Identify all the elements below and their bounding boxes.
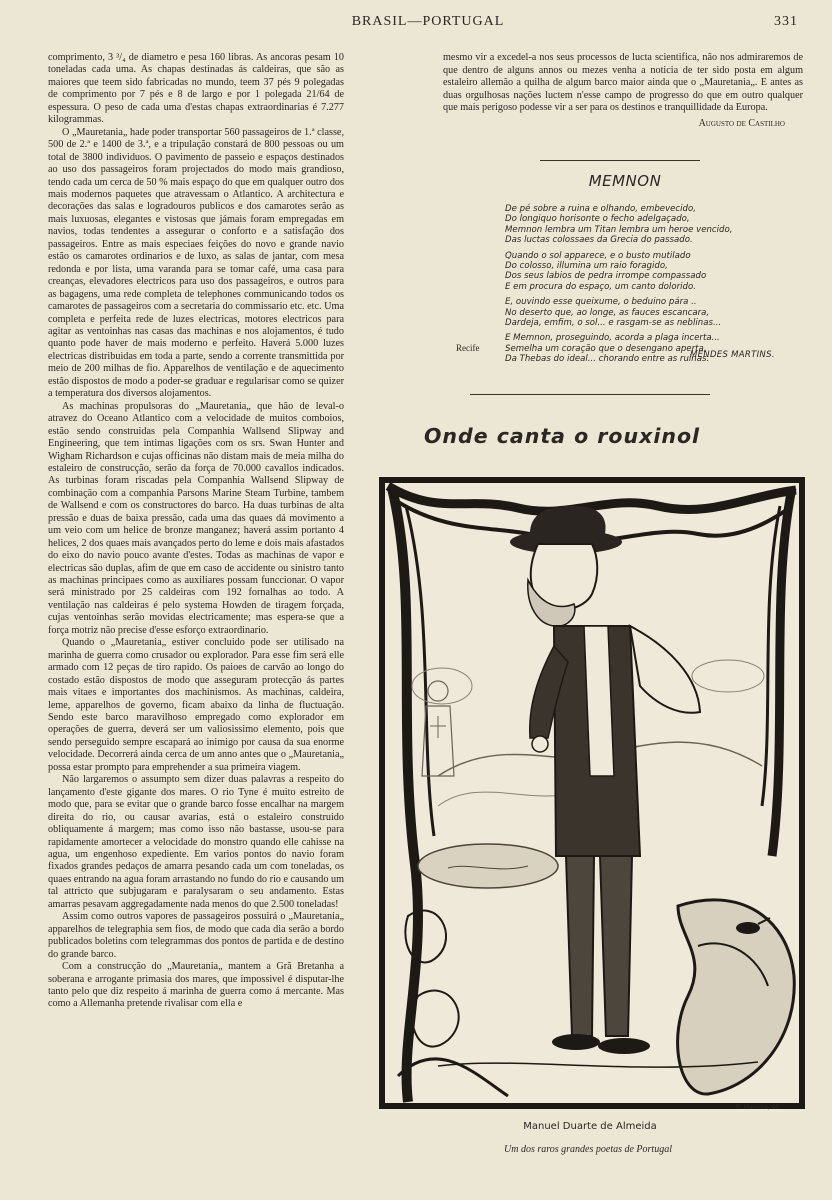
right-leg bbox=[600, 856, 632, 1036]
nightingale-bird bbox=[736, 922, 760, 934]
poem-line: Do colosso, illumina um raio foragido, bbox=[505, 261, 668, 272]
poem-line: Semelha um coração que o desengano aperta, bbox=[505, 343, 707, 354]
poem-body bbox=[505, 204, 795, 370]
divider bbox=[540, 160, 700, 161]
artist-signature: R. Marinho, 90 bbox=[736, 1104, 780, 1111]
article-paragraph: mesmo vir a excedel-a nos seus processos de lucta scientifica, não nos admiraremos de que dentro de alguns annos ou mezes venha a noticia de ter sido posta em algum estaleiro allemão a quilha de algum barco maior ainda que o „Mauretania„. E antes as duas orgulhosas nações luctem n'esse campo de progresso do que em outro qualquer que mais perigoso podesse vir a ser para os destinos e tranquillidade da Europa. bbox=[443, 52, 803, 113]
right-column-article bbox=[443, 52, 803, 130]
article-signature: Augusto de Castilho bbox=[698, 117, 785, 129]
pond bbox=[418, 844, 558, 888]
poem-line: E Memnon, proseguindo, acorda a plaga incerta... bbox=[505, 333, 720, 344]
poem-line: Quando o sol apparece, e o busto mutilado bbox=[505, 250, 691, 261]
poem-stanza bbox=[505, 251, 795, 293]
poem-line: No deserto que, ao longe, as fauces escancara, bbox=[505, 307, 710, 318]
poem-line: E em procura do espaço, um canto dolorido. bbox=[505, 281, 696, 292]
feature-headline: Onde canta o rouxinol bbox=[424, 424, 701, 448]
article-paragraph: Com a construcção do „Mauretania„ mantem a Grã Bretanha a soberana e arrogante primasia dos mares, que impossivel é disputar-lhe tanto pelo que diz respeito á marinha de guerra como á mercante. Mas como a Allemanha pretende rivalisar com ella e bbox=[48, 961, 344, 1010]
poem-line: Dardeja, emfim, o sol... e rasgam-se as neblinas... bbox=[505, 318, 722, 329]
poem-author: MENDES MARTINS. bbox=[690, 350, 775, 360]
caption-name: Manuel Duarte de Almeida bbox=[523, 1121, 657, 1132]
poem-line: Da Thebas do ideal... chorando entre as ruinas. bbox=[505, 354, 710, 365]
poem-line: E, ouvindo esse queixume, o beduino pára .. bbox=[505, 297, 697, 308]
publication-title: BRASIL—PORTUGAL bbox=[351, 14, 505, 29]
article-paragraph: Quando o „Mauretania„ estiver concluido pode ser utilisado na marinha de guerra como crusador ou explorador. Para esse fim será elle armado com 12 peças de tiro rapido. Os paioes de carvão ao longo do costado estão dispostos de modo que asseguram protecção ás partes mais vitaes e importantes dos machinismos. As machinas, caldeira, leme, apparelhos de governo, ficam abaixo da linha de fluctuação. Sendo este barco maravilhoso empregado como explorador em operações de guerra, deverá ser um valiosissimo elemento, pois que sendo perseguido sempre escapará ao inimigo por causa da sua enorme velocidade. Decorrerá ainda cerca de um anno antes que o „Mauretania„ possa estar prompto para emprehender a sua primeira viagem. bbox=[48, 637, 344, 773]
poem-place: Recife bbox=[456, 343, 480, 353]
shirt-front bbox=[584, 626, 614, 776]
article-paragraph: comprimento, 3 ³/₄ de diametro e pesa 160 libras. As ancoras pesam 10 toneladas cada uma. As chapas destinadas ás caldeiras, que são as maiores que teem sido fabricadas no mundo, teem 37 pés 9 polegadas de comprimento por 7 pés e 8 de largo e por 1 polegada 21/64 de espessura. O peso de cada uma d'estas chapas extraordinarias é 7.277 kilogrammas. bbox=[48, 52, 344, 126]
portrait-illustration bbox=[378, 476, 806, 1112]
poem-line: Memnon lembra um Titan lembra um heroe vencido, bbox=[505, 224, 733, 235]
right-shoe bbox=[598, 1038, 650, 1054]
poem-stanza bbox=[505, 297, 795, 328]
article-paragraph: Não largaremos o assumpto sem dizer duas palavras a respeito do lançamento d'este gigante dos mares. O rio Tyne é muito estreito de modo que, para se evitar que o grande barco fosse encalhar na margem direita do rio, ou causar avarias, está o estaleiro construido obliquamente á margem; mas como isso não bastasse, usou-se para rapidamente amortecer a velocidade do monstro quando elle cahisse na agua, um engenhoso expediente. Em varios pontos do navio foram fixados grandes pedaços de amarra pesando cada um com toneladas, os quaes entrando na agua foram arrastando no fundo do rio e causando um tal attricto que subjugaram e paralysaram o seu andamento. Estas amarras pesavam aggregadamente nada menos do que 2.500 toneladas! bbox=[48, 774, 344, 910]
caption-subtitle: Um dos raros grandes poetas de Portugal bbox=[504, 1144, 672, 1155]
poem-stanza bbox=[505, 204, 795, 246]
poem-title: MEMNON bbox=[588, 172, 662, 190]
page-number: 331 bbox=[774, 14, 798, 29]
poem-line: Das luctas colossaes da Grecia do passado. bbox=[505, 235, 693, 246]
page-header bbox=[48, 14, 808, 36]
left-column-article bbox=[48, 52, 344, 1162]
left-leg bbox=[566, 856, 594, 1036]
article-paragraph: Assim como outros vapores de passageiros possuirá o „Mauretania„ apparelhos de telegraphia sem fios, de modo que cada dia serão a bordo publicados boletins com telegrammas dos pontos de partida e de destino do grande barco. bbox=[48, 911, 344, 960]
article-paragraph: O „Mauretania„ hade poder transportar 560 passageiros de 1.ª classe, 500 de 2.ª e 1400 de 3.ª, e a tripulação constará de 800 pessoas ou um total de 3800 individuos. O pavimento de passeio e espaços destinados ao uso dos passageiros foram projectados do modo mais grandioso, tendo cada um cerca de 50 % mais espaço do que em qualquer outro dos mais modernos paquetes que atravessam o Atlantico. A architectura e decorações das salas e logradouros publicos e dos camarotes serão as mais luxuosas, elegantes e vistosas que jámais foram empregadas em navios, todas tendentes a assegurar o conforto e a satisfação dos passageiros. Entre as mais especiaes feições do novo e grande navio estão os camarotes ordinarios e de luxo, as salas de jantar, com mesa redonda e por lista, uma varanda para se tomar café, uma casa para creanças, elevadores electricos para uso dos passageiros, e outros para as bagagens, uma rede completa de telephones communicando todos os camarotes de passageiros com a secretaria do commissario etc. etc. Uma completa e perfeita rede de luzes electricas, motores electricos para agitar as ventoinhas nas casas das machinas e nos alojamentos, é tudo quanto pode haver de mais moderno e perfeito. Haverá 5.000 luzes electricas distribuidas em toda a parte, sendo a corrente transmittida por meio de 200 milhas de fio. Apparelhos de ventilação e de aquecimento estão dispostos de modo a poder-se graduar e regularisar como se quizer a temperatura dos diversos alojamentos. bbox=[48, 126, 344, 400]
left-shoe bbox=[552, 1034, 600, 1050]
poem-line: Do longiquo horisonte o fecho adelgaçado, bbox=[505, 214, 690, 225]
poem-line: De pé sobre a ruina e olhando, embevecido, bbox=[505, 204, 696, 214]
hand bbox=[532, 736, 548, 752]
article-paragraph: As machinas propulsoras do „Mauretania„ que hão de leval-o atravez do Oceano Atlantico com a velocidade de muitos comboios, estão sendo construidas pela Companhia Wallsend Slipway and Engineering, que tem intimas ligações com os srs. Swan Hunter and Wigham Richardson e cujas officinas não distam mais de meia milha do estaleiro de construcção, serão da força de 70.000 cavallos indicados. As turbinas foram riscadas pela Companhia Wallsend Slipway de combinação com a companhia Parsons Marine Steam Turbine, tambem de Wallsend e com os constructores do barco. Ha duas turbinas de alta pressão e duas de baixa pressão, cada uma das quaes dá movimento a um veio com um helice de bronze manganez; haverá assim portanto 4 helices, 2 dos quaes mais avançados perto do leme e dois mais afastados do eixo do navio pouco avante d'estes. Todas as machinas de vapor e electricas são duplas, afim de que em caso de accidente ou sinistro tanto as machinas principaes como as auxiliares possam funccionar. O vapor será ministrado por 25 caldeiras com 192 fornalhas ao todo. A ventilação nas caldeiras é pelo systema Howden de tiragem forçada, cujas ventoinhas serão movidas electricamente; mas espera-se que a força motriz não precise d'esse esforço extraordinario. bbox=[48, 400, 344, 636]
divider bbox=[470, 394, 710, 395]
poem-line: Dos seus labios de pedra irrompe compassado bbox=[505, 271, 707, 282]
